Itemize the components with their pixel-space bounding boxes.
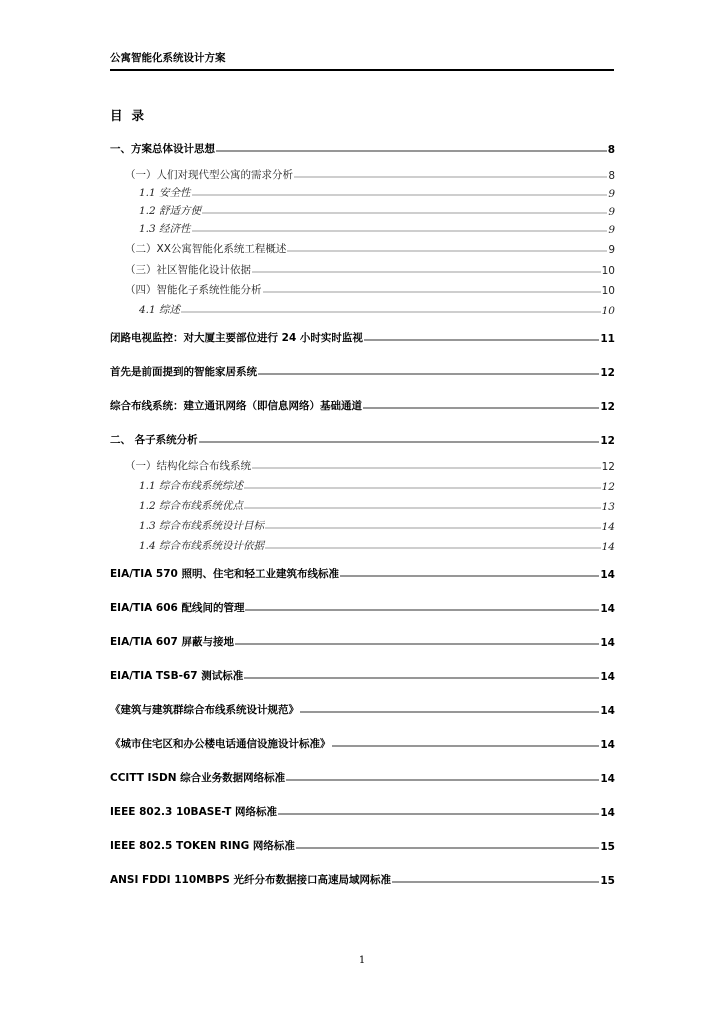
toc-entry-page-number: 8 (608, 170, 615, 182)
toc-entry-page-number: 9 (608, 224, 615, 236)
toc-entry-page-number: 14 (600, 603, 615, 615)
toc-entry-title: （四）智能化子系统性能分析 (125, 284, 262, 296)
toc-entry[interactable] (110, 363, 615, 379)
toc-dot-leader (252, 271, 601, 274)
toc-entry-page-number: 15 (600, 875, 615, 887)
toc-entry-title: 闭路电视监控：对大厦主要部位进行 24 小时实时监视 (110, 332, 363, 344)
toc-entry-page-number: 9 (608, 206, 615, 218)
toc-entry-title: EIA/TIA 570 照明、住宅和轻工业建筑布线标准 (110, 568, 339, 580)
toc-entry-title: 《城市住宅区和办公楼电话通信设施设计标准》 (110, 738, 331, 750)
toc-entry[interactable] (139, 220, 615, 236)
toc-entry[interactable] (110, 701, 615, 717)
toc-entry[interactable] (110, 803, 615, 819)
toc-entry-title: （三）社区智能化设计依据 (125, 264, 251, 276)
toc-dot-leader (235, 643, 599, 646)
toc-entry-page-number: 14 (600, 807, 615, 819)
toc-entry[interactable] (110, 431, 615, 447)
toc-entry[interactable] (110, 837, 615, 853)
toc-entry-title: 综合布线系统：建立通讯网络（即信息网络）基础通道 (110, 400, 362, 412)
toc-entry-title: 1.4 综合布线系统设计依据 (139, 540, 265, 552)
toc-entry-page-number: 12 (600, 401, 615, 413)
toc-entry-page-number: 14 (600, 739, 615, 751)
toc-dot-leader (192, 194, 608, 197)
toc-dot-leader (244, 677, 599, 680)
toc-title-char-1: 目 (110, 108, 123, 123)
toc-entry[interactable] (110, 329, 615, 345)
toc-dot-leader (364, 339, 599, 342)
toc-entry[interactable] (110, 667, 615, 683)
page-number: 1 (358, 955, 366, 966)
toc-entry-title: IEEE 802.3 10BASE-T 网络标准 (110, 806, 278, 818)
toc-entry-title: 一、方案总体设计思想 (110, 143, 215, 155)
toc-dot-leader (252, 467, 601, 470)
toc-dot-leader (278, 813, 599, 816)
toc-entry-title: （二）XX公寓智能化系统工程概述 (125, 243, 287, 255)
toc-entry-page-number: 12 (600, 367, 615, 379)
toc-entry-page-number: 14 (600, 569, 615, 581)
toc-entry-page-number: 14 (601, 541, 615, 553)
toc-entry[interactable] (125, 240, 615, 256)
toc-entry-title: 1.3 经济性 (139, 223, 191, 235)
toc-dot-leader (244, 487, 601, 490)
toc-entry-title: 1.3 综合布线系统设计目标 (139, 520, 265, 532)
toc-dot-leader (258, 373, 599, 376)
toc-entry-page-number: 12 (601, 481, 615, 493)
toc-entry-page-number: 10 (601, 285, 615, 297)
toc-title-char-2: 录 (131, 108, 145, 123)
toc-entry-title: EIA/TIA 606 配线间的管理 (110, 602, 245, 614)
toc-dot-leader (294, 176, 607, 179)
toc-entry-page-number: 9 (608, 188, 615, 200)
toc-entry-page-number: 14 (600, 671, 615, 683)
toc-dot-leader (392, 881, 599, 884)
toc-dot-leader (199, 441, 600, 444)
toc-dot-leader (265, 547, 601, 550)
toc-entry-title: EIA/TIA 607 屏蔽与接地 (110, 636, 234, 648)
toc-dot-leader (332, 745, 600, 748)
toc-entry-page-number: 11 (600, 333, 615, 345)
toc-entry[interactable] (125, 281, 615, 297)
toc-dot-leader (300, 711, 599, 714)
toc-entry-title: 4.1 综述 (139, 304, 181, 316)
toc-entry-title: （一）人们对现代型公寓的需求分析 (125, 169, 293, 181)
toc-entry-title: 1.2 综合布线系统优点 (139, 500, 244, 512)
toc-dot-leader (263, 291, 601, 294)
toc-entry[interactable] (110, 633, 615, 649)
toc-entry[interactable] (139, 497, 615, 513)
toc-dot-leader (296, 847, 600, 850)
toc-entry-title: EIA/TIA TSB-67 测试标准 (110, 670, 244, 682)
toc-dot-leader (202, 212, 607, 215)
toc-dot-leader (363, 407, 599, 410)
toc-entry[interactable] (139, 537, 615, 553)
toc-entry[interactable] (139, 477, 615, 493)
toc-dot-leader (340, 575, 599, 578)
toc-entry-title: 《建筑与建筑群综合布线系统设计规范》 (110, 704, 299, 716)
toc-entry-title: 二、 各子系统分析 (110, 434, 198, 446)
toc-entry[interactable] (139, 517, 615, 533)
toc-entry[interactable] (110, 140, 615, 156)
toc-entry[interactable] (125, 166, 615, 182)
toc-entry-title: 首先是前面提到的智能家居系统 (110, 366, 257, 378)
toc-entry-title: （一）结构化综合布线系统 (125, 460, 251, 472)
toc-dot-leader (192, 230, 608, 233)
toc-dot-leader (265, 527, 601, 530)
toc-entry[interactable] (110, 769, 615, 785)
toc-entry-page-number: 12 (600, 435, 615, 447)
toc-dot-leader (245, 609, 599, 612)
toc-entry-page-number: 14 (600, 705, 615, 717)
toc-entry-page-number: 8 (607, 144, 615, 156)
toc-dot-leader (286, 779, 599, 782)
toc-entry-title: 1.1 安全性 (139, 187, 191, 199)
toc-entry-title: CCITT ISDN 综合业务数据网络标准 (110, 772, 286, 784)
toc-dot-leader (216, 150, 607, 153)
toc-entry[interactable] (110, 599, 615, 615)
toc-entry-page-number: 10 (601, 265, 615, 277)
toc-entry-page-number: 14 (600, 637, 615, 649)
toc-entry[interactable] (110, 397, 615, 413)
toc-entry[interactable] (139, 202, 615, 218)
toc-entry-page-number: 10 (601, 305, 615, 317)
page-footer (0, 955, 724, 966)
toc-entry[interactable] (110, 565, 615, 581)
toc-entry-page-number: 9 (608, 244, 615, 256)
toc-entry[interactable] (125, 261, 615, 277)
toc-entry-title: 1.1 综合布线系统综述 (139, 480, 244, 492)
toc-dot-leader (287, 250, 607, 253)
toc-dot-leader (181, 311, 601, 314)
toc-entry-page-number: 12 (601, 461, 615, 473)
toc-dot-leader (244, 507, 601, 510)
toc-entry[interactable] (139, 184, 615, 200)
toc-entry[interactable] (110, 871, 615, 887)
toc-entry-page-number: 14 (601, 521, 615, 533)
toc-entry[interactable] (125, 457, 615, 473)
toc-entry-title: 1.2 舒适方便 (139, 205, 202, 217)
toc-entry-page-number: 15 (600, 841, 615, 853)
toc-entry-page-number: 14 (600, 773, 615, 785)
toc-entry-page-number: 13 (601, 501, 615, 513)
toc-entry-title: IEEE 802.5 TOKEN RING 网络标准 (110, 840, 295, 852)
toc-entry[interactable] (139, 301, 615, 317)
toc-entry[interactable] (110, 735, 615, 751)
toc-entry-title: ANSI FDDI 110MBPS 光纤分布数据接口高速局域网标准 (110, 874, 391, 886)
header-title: 公寓智能化系统设计方案 (110, 52, 226, 64)
